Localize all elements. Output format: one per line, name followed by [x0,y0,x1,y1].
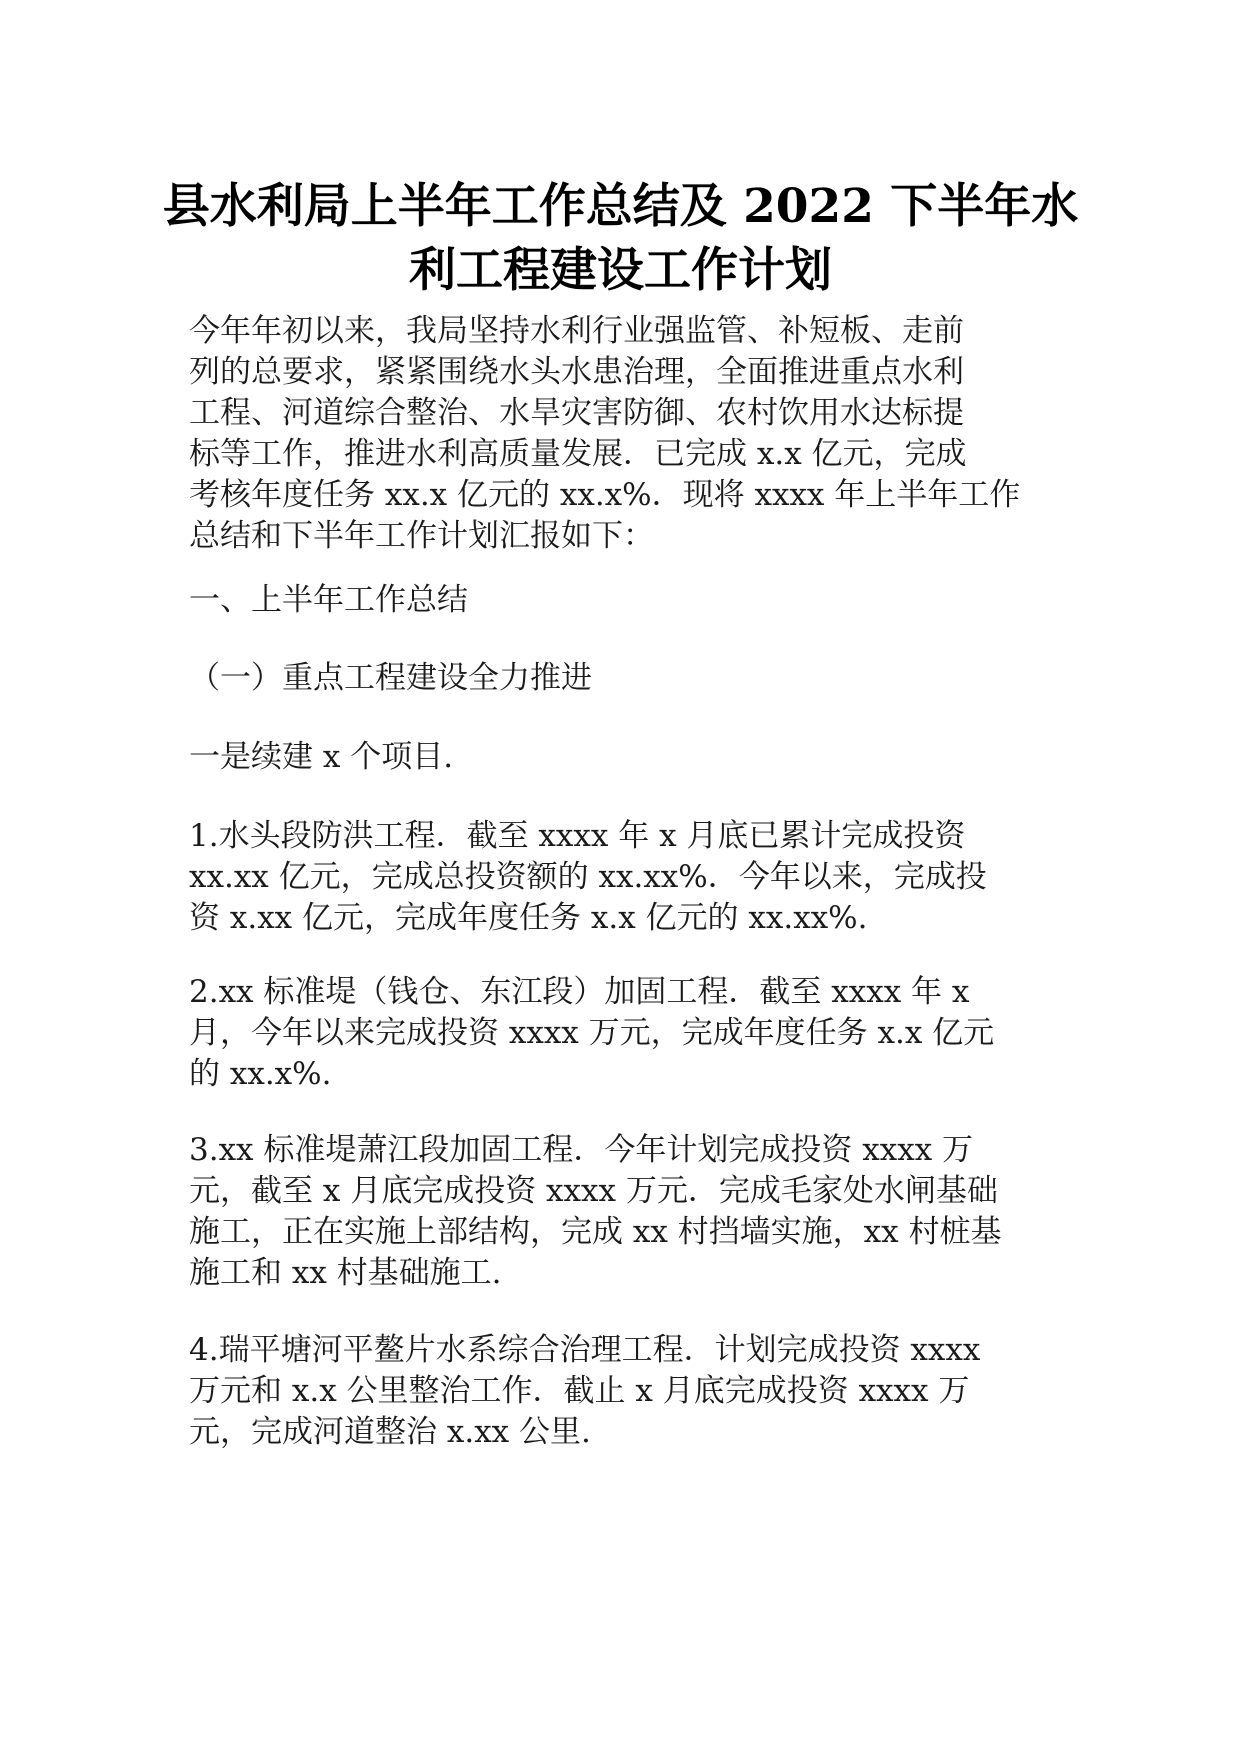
document-title [150,175,1091,303]
text-line: 列的总要求，紧紧围绕水头水患治理，全面推进重点水利 [189,354,964,390]
title-line: 利工程建设工作计划 [409,243,832,298]
text-line: 今年年初以来，我局坚持水利行业强监管、补短板、走前 [189,313,964,349]
text-line: 月，今年以来完成投资 xxxx 万元，完成年度任务 x.x 亿元 [189,1015,995,1051]
text-line: 标等工作，推进水利高质量发展．已完成 x.x 亿元，完成 [189,436,967,472]
text-line: 一是续建 x 个项目. [189,739,454,775]
text-line: 元，完成河道整治 x.xx 公里. [189,1414,591,1450]
numbered-item-1 [189,816,987,939]
numbered-item-4 [189,1330,980,1453]
text-line: 施工和 xx 村基础施工. [189,1255,502,1291]
text-line: 2.xx 标准堤（钱仓、东江段）加固工程．截至 xxxx 年 x [189,974,970,1010]
text-line: xx.xx 亿元，完成总投资额的 xx.xx%．今年以来，完成投 [189,859,987,895]
item-intro [189,737,453,778]
text-line: 万元和 x.x 公里整治工作．截止 x 月底完成投资 xxxx 万 [189,1373,970,1409]
text-line: 资 x.xx 亿元，完成年度任务 x.x 亿元的 xx.xx%. [189,900,868,936]
text-line: 一、上半年工作总结 [189,582,468,618]
text-line: （一）重点工程建设全力推进 [189,660,592,696]
text-line: 总结和下半年工作计划汇报如下： [189,518,654,554]
text-line: 考核年度任务 xx.x 亿元的 xx.x%．现将 xxxx 年上半年工作 [189,477,1021,513]
text-line: 工程、河道综合整治、水旱灾害防御、农村饮用水达标提 [189,395,964,431]
intro-paragraph [189,311,1020,557]
text-line: 1.水头段防洪工程．截至 xxxx 年 x 月底已累计完成投资 [189,818,966,854]
numbered-item-3 [189,1130,1002,1294]
text-line: 4.瑞平塘河平鳌片水系综合治理工程．计划完成投资 xxxx [189,1332,981,1368]
text-line: 元，截至 x 月底完成投资 xxxx 万元．完成毛家处水闸基础 [189,1173,998,1209]
text-line: 施工，正在实施上部结构，完成 xx 村挡墙实施，xx 村桩基 [189,1214,1002,1250]
text-line: 的 xx.x%. [189,1056,332,1092]
subsection-heading [189,658,592,699]
numbered-item-2 [189,972,994,1095]
title-line: 县水利局上半年工作总结及 2022 下半年水 [162,179,1079,234]
text-line: 3.xx 标准堤萧江段加固工程．今年计划完成投资 xxxx 万 [189,1132,974,1168]
section-heading [189,580,468,621]
